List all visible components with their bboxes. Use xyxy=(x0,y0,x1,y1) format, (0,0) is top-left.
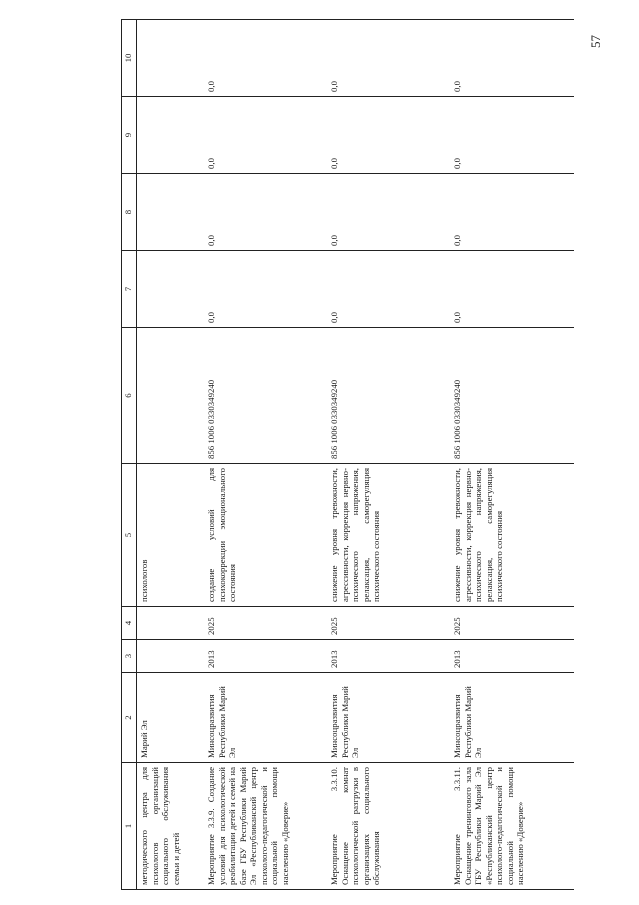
rotated-page-content xyxy=(121,20,525,890)
table-row xyxy=(201,20,324,890)
budget-code-cell: 856 1006 0330349240 xyxy=(447,328,574,464)
table-row xyxy=(137,20,202,890)
table-row xyxy=(447,20,574,890)
end-year-cell: 2025 xyxy=(447,607,574,640)
measure-name-cell: методического центра для психологов организаций социального обслуживания семьи и детей xyxy=(137,763,202,890)
column-number-header: 8 xyxy=(122,174,137,251)
value-cell xyxy=(137,20,202,97)
column-number-header: 9 xyxy=(122,97,137,174)
program-measures-table xyxy=(121,19,574,890)
value-cell: 0,0 xyxy=(447,20,574,97)
budget-code-cell: 856 1006 0330349240 xyxy=(201,328,324,464)
expected-result-cell: создание условий для психокоррекции эмоционального состояния xyxy=(201,464,324,607)
executor-cell: Марий Эл xyxy=(137,673,202,763)
start-year-cell: 2013 xyxy=(201,640,324,673)
column-number-header: 6 xyxy=(122,328,137,464)
expected-result-cell: снижение уровня тревожности, агрессивности, коррекция нервно-психического напряжения, релаксация, саморегуляция психического состояния xyxy=(447,464,574,607)
value-cell: 0,0 xyxy=(324,20,447,97)
value-cell: 0,0 xyxy=(201,20,324,97)
value-cell: 0,0 xyxy=(324,251,447,328)
value-cell: 0,0 xyxy=(447,97,574,174)
column-number-header: 2 xyxy=(122,673,137,763)
start-year-cell xyxy=(137,640,202,673)
end-year-cell: 2025 xyxy=(324,607,447,640)
column-number-header: 4 xyxy=(122,607,137,640)
measure-name-cell: Мероприятие 3.3.9. Создание условий для психологической реабилитации детей и семей на базе ГБУ Республики Марий Эл «Республиканский центр психолого-педагогической и социальной помощи населению «Доверие» xyxy=(201,763,324,890)
measure-name-cell: Мероприятие 3.3.11. Оснащение тренингового зала ГБУ Республики Марий Эл «Республиканский центр психолого-педагогической и социальной помощи населению «Доверие» xyxy=(447,763,574,890)
budget-code-cell: 856 1006 0330349240 xyxy=(324,328,447,464)
expected-result-cell: снижение уровня тревожности, агрессивности, коррекция нервно-психического напряжения, релаксация, саморегуляция психического состояния xyxy=(324,464,447,607)
end-year-cell xyxy=(137,607,202,640)
executor-cell: Минсоцразвития Республики Марий Эл xyxy=(447,673,574,763)
column-number-row xyxy=(122,20,137,890)
value-cell xyxy=(137,97,202,174)
value-cell: 0,0 xyxy=(324,97,447,174)
value-cell: 0,0 xyxy=(201,174,324,251)
column-number-header: 1 xyxy=(122,763,137,890)
column-number-header: 3 xyxy=(122,640,137,673)
start-year-cell: 2013 xyxy=(324,640,447,673)
page-number: 57 xyxy=(588,35,603,48)
column-number-header: 10 xyxy=(122,20,137,97)
column-number-header: 5 xyxy=(122,464,137,607)
end-year-cell: 2025 xyxy=(201,607,324,640)
value-cell: 0,0 xyxy=(201,97,324,174)
value-cell: 0,0 xyxy=(201,251,324,328)
table-row xyxy=(324,20,447,890)
value-cell: 0,0 xyxy=(324,174,447,251)
executor-cell: Минсоцразвития Республики Марий Эл xyxy=(201,673,324,763)
value-cell xyxy=(137,251,202,328)
expected-result-cell: психологов xyxy=(137,464,202,607)
budget-code-cell xyxy=(137,328,202,464)
column-number-header: 7 xyxy=(122,251,137,328)
start-year-cell: 2013 xyxy=(447,640,574,673)
measure-name-cell: Мероприятие 3.3.10. Оснащение комнат психологической разгрузки в организациях социального обслуживания xyxy=(324,763,447,890)
value-cell: 0,0 xyxy=(447,251,574,328)
executor-cell: Минсоцразвития Республики Марий Эл xyxy=(324,673,447,763)
value-cell: 0,0 xyxy=(447,174,574,251)
value-cell xyxy=(137,174,202,251)
